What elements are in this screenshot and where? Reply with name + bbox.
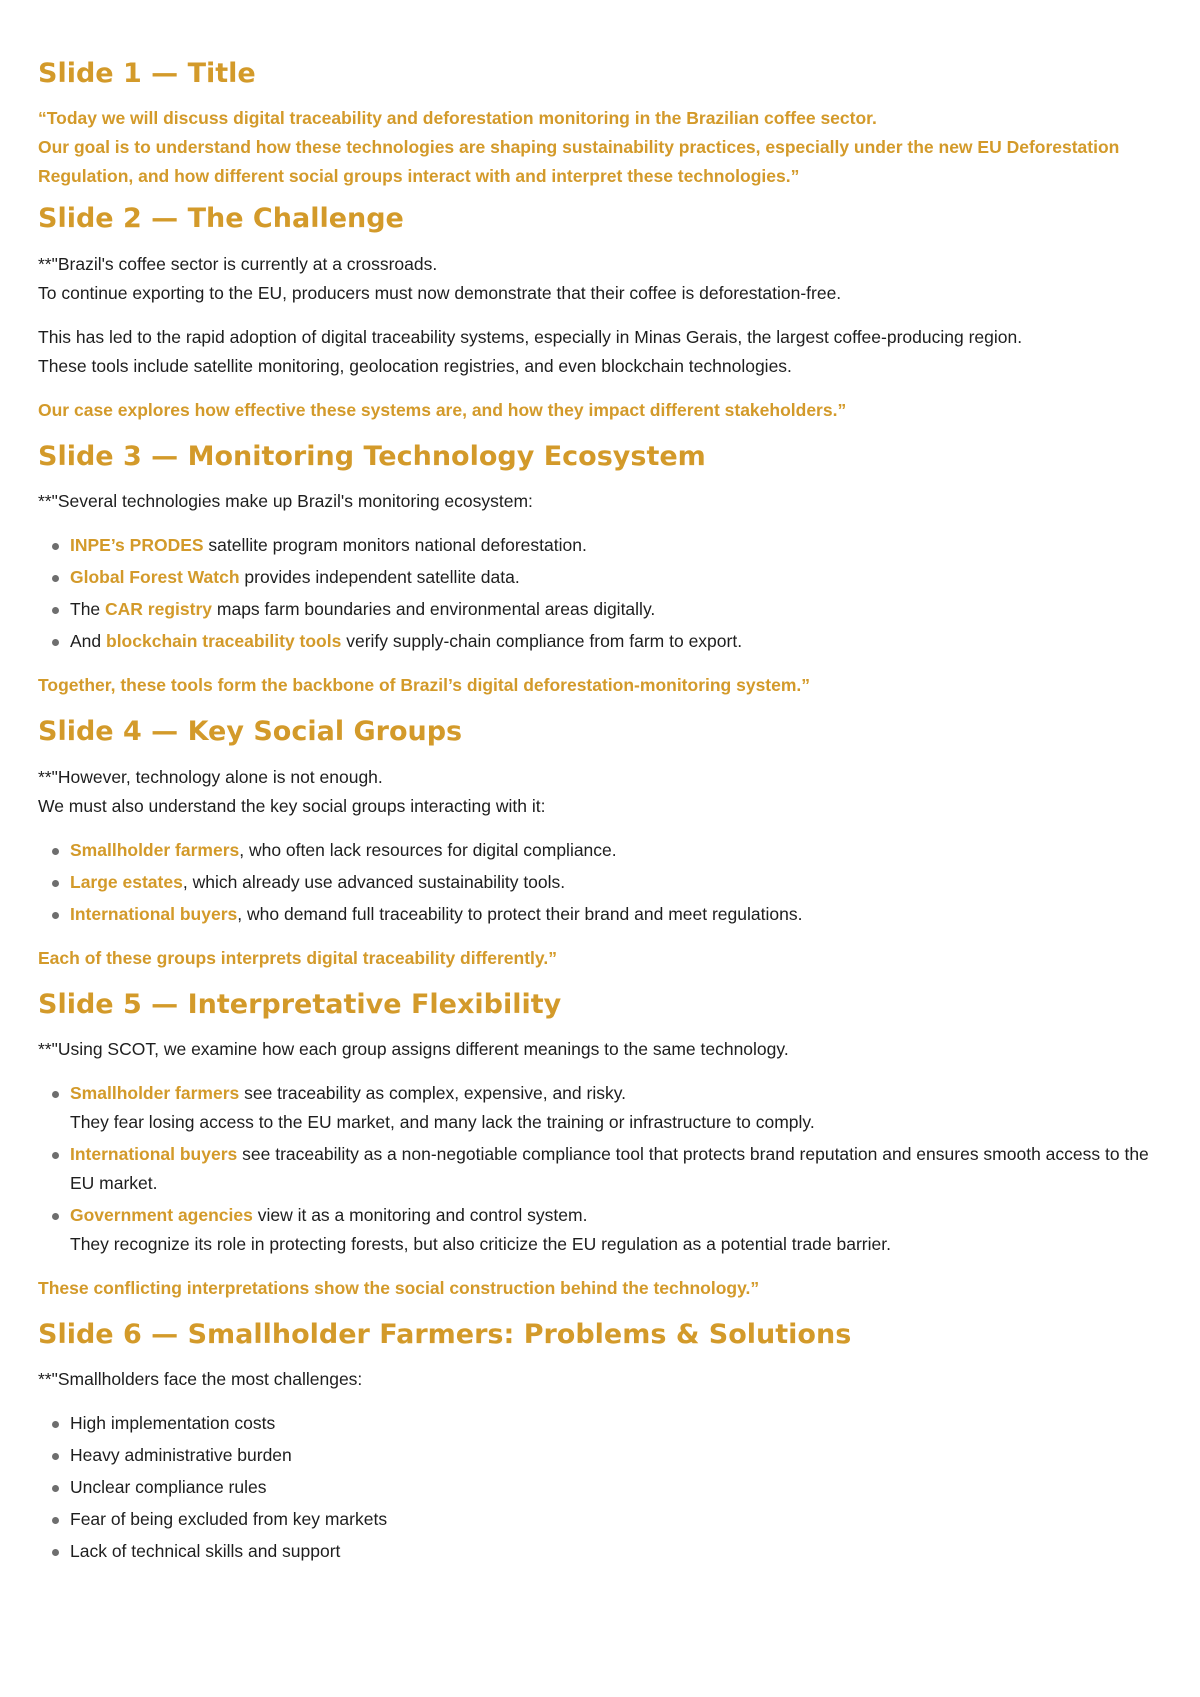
slide-1-heading: Slide 1 — Title bbox=[38, 58, 256, 89]
list-item bbox=[70, 531, 1160, 560]
list-item bbox=[70, 1079, 1160, 1137]
bullet-highlight: blockchain traceability tools bbox=[106, 631, 342, 652]
paragraph-line: This has led to the rapid adoption of digital traceability systems, especially in Minas Gerais, the largest coffee-producing region. bbox=[38, 326, 1023, 347]
slide-3-bullet-list bbox=[38, 531, 1160, 656]
slide-5-heading: Slide 5 — Interpretative Flexibility bbox=[38, 988, 562, 1020]
bullet-text: , which already use advanced sustainability tools. bbox=[182, 871, 566, 892]
bullet-highlight: Smallholder farmers bbox=[70, 1082, 240, 1103]
list-item bbox=[70, 1201, 1160, 1259]
bullet-text: , who often lack resources for digital compliance. bbox=[239, 839, 617, 860]
slide-3-intro: **"Several technologies make up Brazil's monitoring ecosystem: bbox=[38, 491, 533, 512]
slide-4-section bbox=[38, 716, 1160, 972]
slide-1-lead bbox=[38, 104, 1160, 191]
list-item bbox=[70, 868, 1160, 897]
list-item bbox=[70, 836, 1160, 865]
bullet-text: provides independent satellite data. bbox=[239, 567, 520, 588]
paragraph-line: We must also understand the key social groups interacting with it: bbox=[38, 795, 546, 816]
list-item bbox=[70, 1140, 1160, 1198]
list-item bbox=[70, 627, 1160, 656]
slide-2-section bbox=[38, 203, 1160, 424]
bullet-extra-line: They recognize its role in protecting forests, but also criticize the EU regulation as a potential trade barrier. bbox=[70, 1233, 891, 1254]
bullet-prefix: The bbox=[70, 599, 106, 620]
paragraph-line: To continue exporting to the EU, producers must now demonstrate that their coffee is deforestation-free. bbox=[38, 282, 842, 303]
paragraph-line: **"Brazil's coffee sector is currently at a crossroads. bbox=[38, 253, 438, 274]
slide-6-bullet-list bbox=[38, 1409, 1160, 1566]
slide-2-closing: Our case explores how effective these systems are, and how they impact different stakeholders.” bbox=[38, 399, 847, 420]
list-item: Lack of technical skills and support bbox=[70, 1537, 1160, 1566]
list-item: Fear of being excluded from key markets bbox=[70, 1505, 1160, 1534]
bullet-text: see traceability as complex, expensive, and risky. bbox=[239, 1082, 627, 1103]
slide-3-heading: Slide 3 — Monitoring Technology Ecosystem bbox=[38, 440, 706, 472]
bullet-highlight: Global Forest Watch bbox=[70, 567, 240, 588]
slide-1-lead-line: “Today we will discuss digital traceability and deforestation monitoring in the Brazilian coffee sector. bbox=[38, 108, 877, 129]
slide-5-intro: **"Using SCOT, we examine how each group assigns different meanings to the same technology. bbox=[38, 1038, 789, 1059]
slide-1-lead-line: Our goal is to understand how these technologies are shaping sustainability practices, especially under the new EU Deforestation Regulation, and how different social groups interact with and interpret these technologies.” bbox=[38, 137, 1120, 187]
paragraph-line: These tools include satellite monitoring, geolocation registries, and even blockchain technologies. bbox=[38, 355, 792, 376]
slide-4-bullet-list bbox=[38, 836, 1160, 929]
slide-4-closing: Each of these groups interprets digital traceability differently.” bbox=[38, 947, 557, 968]
slide-5-section bbox=[38, 989, 1160, 1303]
slide-2-paragraph bbox=[38, 323, 1160, 381]
bullet-highlight: Large estates bbox=[70, 871, 183, 892]
slide-1-section bbox=[38, 58, 1160, 191]
slide-6-heading: Slide 6 — Smallholder Farmers: Problems & Solutions bbox=[38, 1318, 852, 1350]
slide-2-heading: Slide 2 — The Challenge bbox=[38, 203, 404, 235]
paragraph-line: **"However, technology alone is not enough. bbox=[38, 766, 383, 787]
bullet-text: maps farm boundaries and environmental areas digitally. bbox=[212, 599, 656, 620]
list-item: High implementation costs bbox=[70, 1409, 1160, 1438]
bullet-highlight: Smallholder farmers bbox=[70, 839, 240, 860]
bullet-text: , who demand full traceability to protect their brand and meet regulations. bbox=[237, 903, 803, 924]
slide-5-closing: These conflicting interpretations show the social construction behind the technology.” bbox=[38, 1277, 760, 1298]
bullet-text: see traceability as a non-negotiable compliance tool that protects brand reputation and ensures smooth access to the EU market. bbox=[70, 1143, 1149, 1193]
slide-5-bullet-list bbox=[38, 1079, 1160, 1259]
bullet-text: satellite program monitors national deforestation. bbox=[203, 535, 587, 556]
list-item bbox=[70, 595, 1160, 624]
bullet-highlight: International buyers bbox=[70, 1143, 238, 1164]
slide-4-heading: Slide 4 — Key Social Groups bbox=[38, 716, 463, 748]
bullet-highlight: International buyers bbox=[70, 903, 238, 924]
slide-3-section bbox=[38, 441, 1160, 700]
bullet-highlight: Government agencies bbox=[70, 1204, 253, 1225]
list-item bbox=[70, 900, 1160, 929]
bullet-prefix: And bbox=[70, 631, 106, 652]
slide-6-section bbox=[38, 1319, 1160, 1566]
bullet-highlight: CAR registry bbox=[105, 599, 213, 620]
list-item: Heavy administrative burden bbox=[70, 1441, 1160, 1470]
bullet-text: view it as a monitoring and control system. bbox=[252, 1204, 588, 1225]
bullet-text: verify supply-chain compliance from farm to export. bbox=[341, 631, 743, 652]
list-item: Unclear compliance rules bbox=[70, 1473, 1160, 1502]
bullet-highlight: INPE’s PRODES bbox=[70, 535, 204, 556]
slide-6-intro: **"Smallholders face the most challenges: bbox=[38, 1369, 363, 1390]
bullet-extra-line: They fear losing access to the EU market, and many lack the training or infrastructure to comply. bbox=[70, 1111, 815, 1132]
list-item bbox=[70, 563, 1160, 592]
slide-3-closing: Together, these tools form the backbone of Brazil’s digital deforestation-monitoring system.” bbox=[38, 675, 811, 696]
slide-2-paragraph bbox=[38, 250, 1160, 308]
slide-4-intro bbox=[38, 763, 1160, 821]
